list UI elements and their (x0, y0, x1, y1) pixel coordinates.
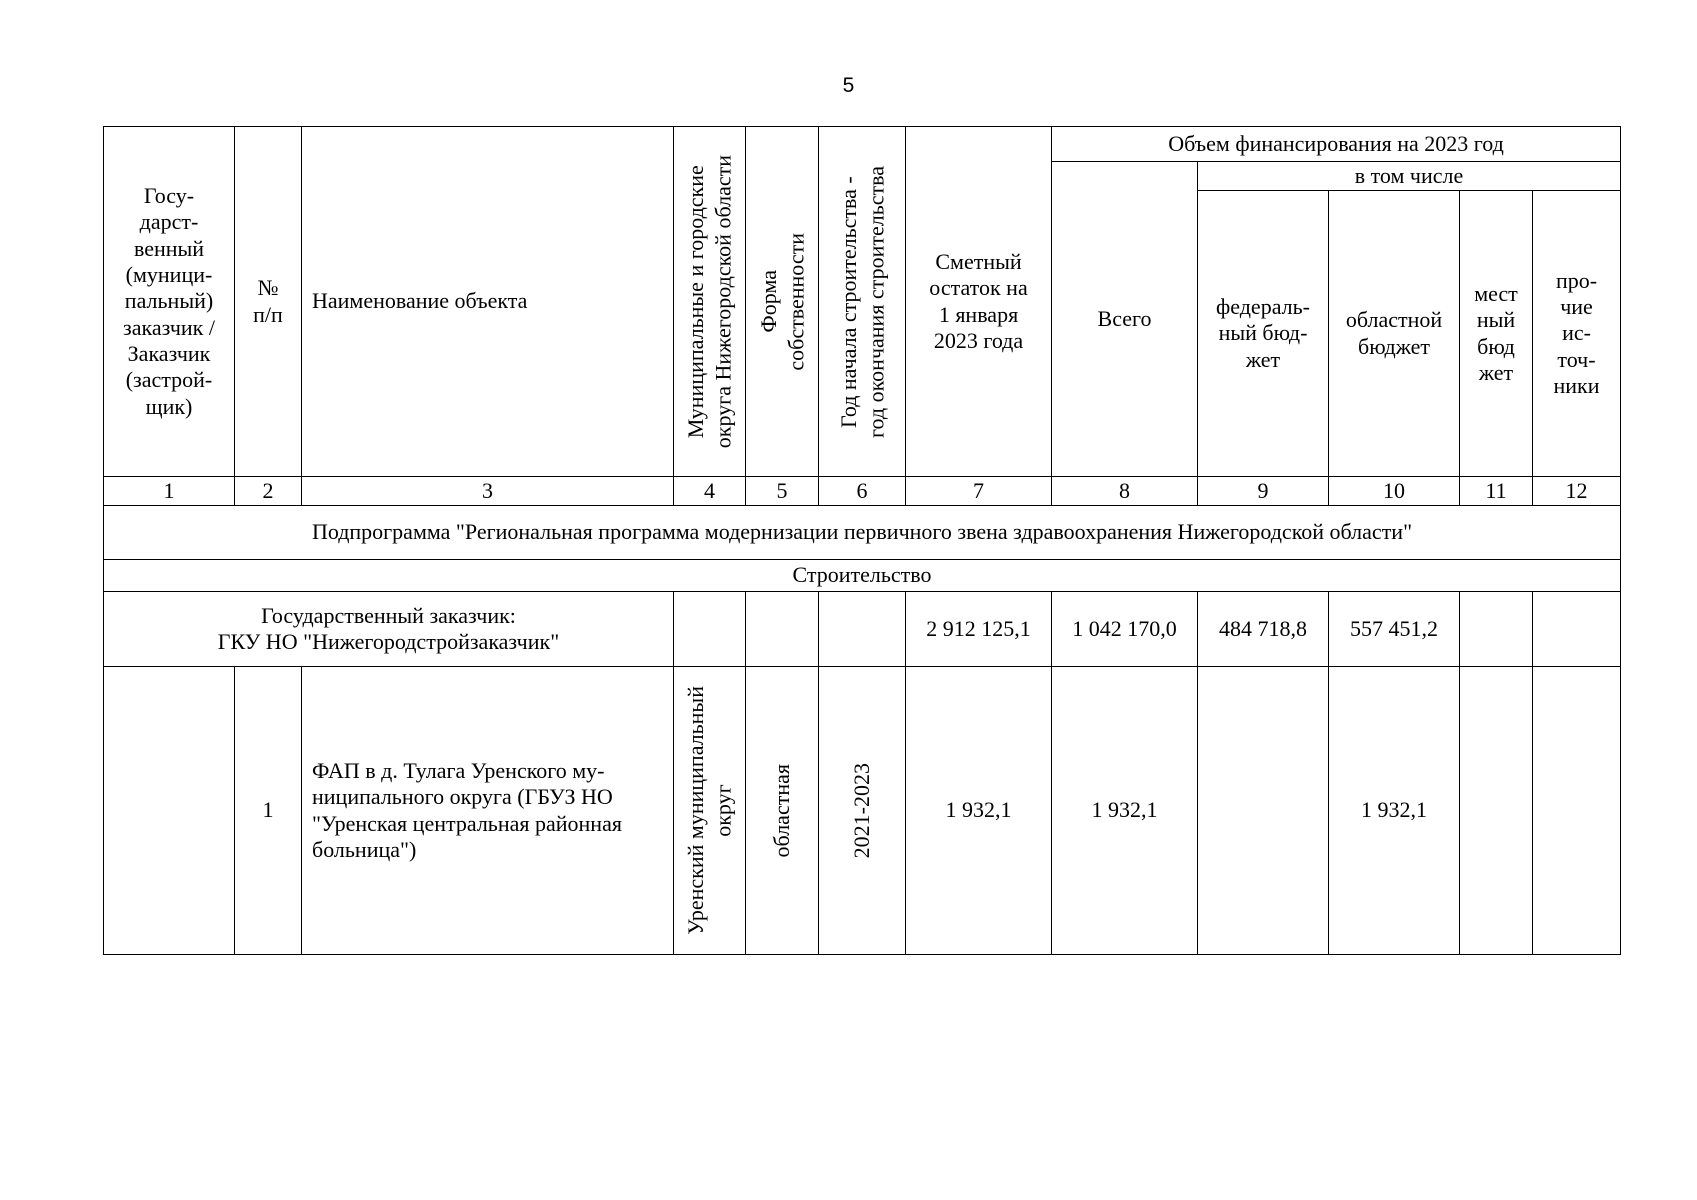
row-municipality-text: Уренский муниципальный округ (683, 686, 736, 935)
row-customer-cell (104, 667, 235, 955)
subprogram-row (104, 506, 1621, 560)
header-ownership (746, 127, 819, 477)
header-funding-group-text: Объем финансирования на 2023 год (1168, 130, 1504, 156)
column-number: 9 (1198, 477, 1329, 506)
row-total: 1 932,1 (1052, 667, 1198, 955)
column-number: 1 (104, 477, 235, 506)
row-municipality (674, 667, 746, 955)
header-number-text: № п/п (253, 275, 283, 327)
header-customer-text: Госу- дарст- венный (муници- пальный) заказчик / Заказчик (застрой- щик) (123, 182, 215, 419)
row-other (1533, 667, 1621, 955)
customer-ownership (746, 592, 819, 667)
column-number: 6 (819, 477, 906, 506)
header-total (1052, 162, 1198, 477)
header-federal (1198, 191, 1329, 477)
column-number: 3 (302, 477, 674, 506)
column-number: 7 (906, 477, 1052, 506)
header-including-text: в том числе (1354, 162, 1464, 188)
row-estimate: 1 932,1 (906, 667, 1052, 955)
header-years-text: Год начала строительства - год окончания строительства (835, 165, 888, 438)
row-federal (1198, 667, 1329, 955)
header-object-name (302, 127, 674, 477)
page-number: 5 (842, 74, 855, 97)
financing-table (103, 126, 1621, 955)
row-object-name (302, 667, 674, 955)
header-row-1 (104, 127, 1621, 162)
customer-label (104, 592, 674, 667)
header-including (1198, 162, 1621, 191)
row-ownership (746, 667, 819, 955)
customer-total: 1 042 170,0 (1052, 592, 1198, 667)
customer-federal: 484 718,8 (1198, 592, 1329, 667)
header-local-text: мест ный бюд жет (1474, 280, 1518, 385)
header-local (1460, 191, 1533, 477)
column-number: 8 (1052, 477, 1198, 506)
column-number: 5 (746, 477, 819, 506)
column-number: 10 (1329, 477, 1460, 506)
header-number (235, 127, 302, 477)
customer-years (819, 592, 906, 667)
header-municipality (674, 127, 746, 477)
row-object-name-text: ФАП в д. Тулага Уренского му- ниципального округа (ГБУЗ НО "Уренская центральная районная больница") (312, 757, 622, 862)
header-ownership-text: Форма собственности (755, 232, 808, 371)
header-municipality-text: Муниципальные и городские округа Нижегородской области (683, 154, 736, 449)
row-years (819, 667, 906, 955)
customer-estimate: 2 912 125,1 (906, 592, 1052, 667)
row-local (1460, 667, 1533, 955)
header-object-name-text: Наименование объекта (312, 288, 528, 314)
column-number: 4 (674, 477, 746, 506)
subprogram-title: Подпрограмма "Региональная программа модернизации первичного звена здравоохранения Нижегородской области" (104, 506, 1621, 560)
header-other-text: про- чие ис- точ- ники (1553, 267, 1600, 399)
row-ownership-text: областная (769, 763, 795, 858)
customer-municipality (674, 592, 746, 667)
column-number: 11 (1460, 477, 1533, 506)
header-customer (104, 127, 235, 477)
section-title: Строительство (104, 560, 1621, 592)
header-estimate-text: Сметный остаток на 1 января 2023 года (929, 248, 1028, 353)
column-number: 2 (235, 477, 302, 506)
customer-other (1533, 592, 1621, 667)
header-estimate (906, 127, 1052, 477)
header-years (819, 127, 906, 477)
table-row (104, 667, 1621, 955)
header-regional (1329, 191, 1460, 477)
section-row (104, 560, 1621, 592)
header-regional-text: областной бюджет (1345, 307, 1443, 359)
column-number: 12 (1533, 477, 1621, 506)
column-number-row (104, 477, 1621, 506)
header-other (1533, 191, 1621, 477)
header-total-text: Всего (1097, 305, 1152, 331)
customer-local (1460, 592, 1533, 667)
row-number: 1 (235, 667, 302, 955)
row-regional: 1 932,1 (1329, 667, 1460, 955)
row-years-text: 2021-2023 (849, 762, 875, 859)
customer-row (104, 592, 1621, 667)
customer-label-text: Государственный заказчик: ГКУ НО "Нижегородстройзаказчик" (217, 602, 560, 654)
customer-regional: 557 451,2 (1329, 592, 1460, 667)
header-federal-text: федераль- ный бюд- жет (1216, 293, 1310, 372)
header-funding-group (1052, 127, 1621, 162)
